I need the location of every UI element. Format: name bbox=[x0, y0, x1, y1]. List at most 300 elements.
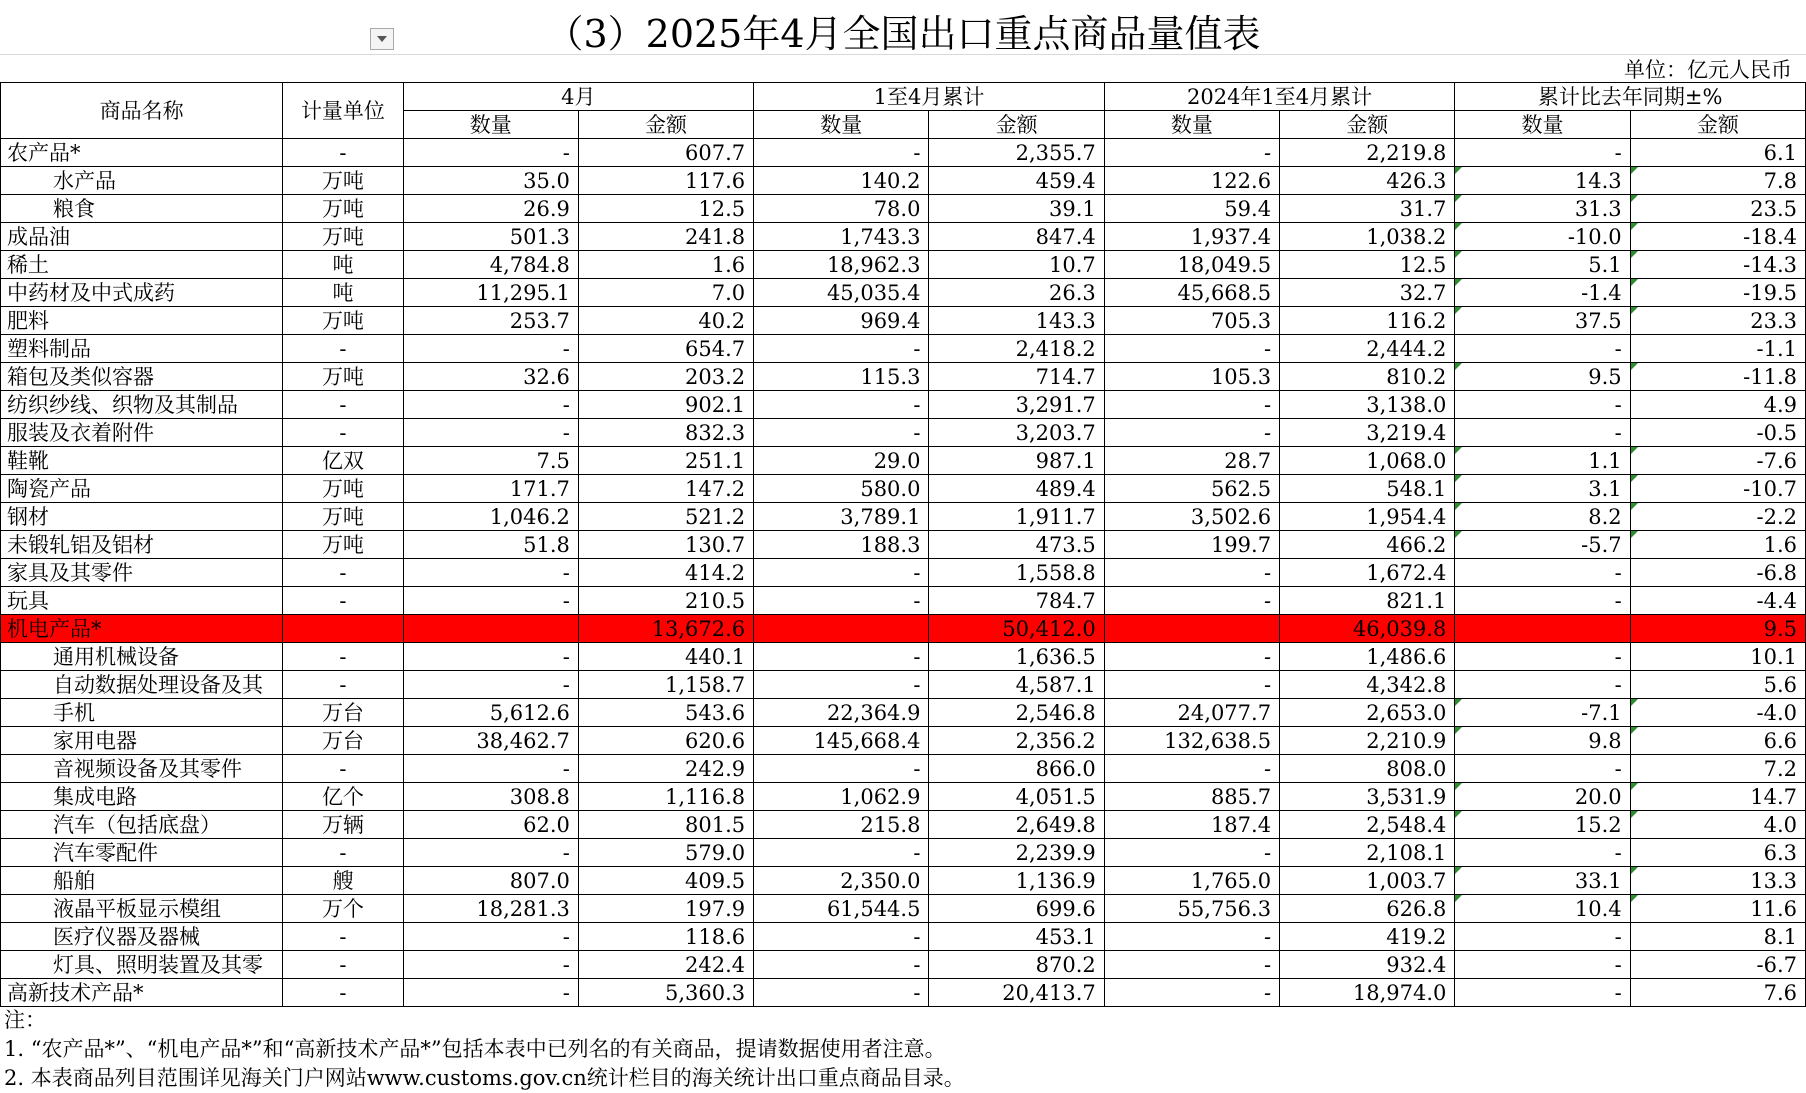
cell-2024-qty[interactable]: - bbox=[1104, 419, 1279, 447]
cell-commodity-name[interactable]: 灯具、照明装置及其零 bbox=[1, 951, 283, 979]
header-amt[interactable]: 金额 bbox=[1630, 111, 1805, 139]
cell-unit[interactable]: - bbox=[283, 755, 403, 783]
cell-yoy-qty[interactable]: 31.3 bbox=[1455, 195, 1630, 223]
cell-2024-qty[interactable]: 132,638.5 bbox=[1104, 727, 1279, 755]
cell-unit[interactable]: 艘 bbox=[283, 867, 403, 895]
cell-commodity-name[interactable]: 音视频设备及其零件 bbox=[1, 755, 283, 783]
header-qty[interactable]: 数量 bbox=[1104, 111, 1279, 139]
cell-cum-amt[interactable]: 866.0 bbox=[929, 755, 1104, 783]
cell-unit[interactable]: 万吨 bbox=[283, 307, 403, 335]
cell-2024-amt[interactable]: 2,444.2 bbox=[1280, 335, 1455, 363]
header-amt[interactable]: 金额 bbox=[929, 111, 1104, 139]
cell-unit[interactable]: - bbox=[283, 643, 403, 671]
cell-april-qty[interactable]: - bbox=[403, 391, 578, 419]
cell-2024-amt[interactable]: 31.7 bbox=[1280, 195, 1455, 223]
cell-april-qty[interactable]: 38,462.7 bbox=[403, 727, 578, 755]
cell-commodity-name[interactable]: 钢材 bbox=[1, 503, 283, 531]
cell-yoy-amt[interactable]: -0.5 bbox=[1630, 419, 1805, 447]
cell-2024-amt[interactable]: 1,038.2 bbox=[1280, 223, 1455, 251]
cell-cum-qty[interactable]: 188.3 bbox=[754, 531, 929, 559]
cell-yoy-qty[interactable]: 10.4 bbox=[1455, 895, 1630, 923]
cell-cum-qty[interactable]: 1,743.3 bbox=[754, 223, 929, 251]
cell-april-qty[interactable]: 35.0 bbox=[403, 167, 578, 195]
header-group-jan-apr[interactable]: 1至4月累计 bbox=[754, 83, 1105, 111]
header-qty[interactable]: 数量 bbox=[754, 111, 929, 139]
cell-cum-amt[interactable]: 453.1 bbox=[929, 923, 1104, 951]
cell-2024-qty[interactable]: - bbox=[1104, 587, 1279, 615]
cell-commodity-name[interactable]: 自动数据处理设备及其 bbox=[1, 671, 283, 699]
cell-commodity-name[interactable]: 汽车（包括底盘） bbox=[1, 811, 283, 839]
cell-cum-amt[interactable]: 714.7 bbox=[929, 363, 1104, 391]
cell-april-amt[interactable]: 1.6 bbox=[578, 251, 753, 279]
cell-2024-qty[interactable]: 122.6 bbox=[1104, 167, 1279, 195]
cell-cum-amt[interactable]: 473.5 bbox=[929, 531, 1104, 559]
cell-cum-amt[interactable]: 2,239.9 bbox=[929, 839, 1104, 867]
cell-commodity-name[interactable]: 鞋靴 bbox=[1, 447, 283, 475]
cell-april-qty[interactable]: 5,612.6 bbox=[403, 699, 578, 727]
cell-unit[interactable]: - bbox=[283, 923, 403, 951]
cell-unit[interactable]: - bbox=[283, 391, 403, 419]
cell-yoy-qty[interactable]: -5.7 bbox=[1455, 531, 1630, 559]
cell-april-qty[interactable]: 51.8 bbox=[403, 531, 578, 559]
cell-yoy-qty[interactable]: 14.3 bbox=[1455, 167, 1630, 195]
cell-april-amt[interactable]: 579.0 bbox=[578, 839, 753, 867]
cell-april-amt[interactable]: 620.6 bbox=[578, 727, 753, 755]
cell-2024-amt[interactable]: 2,219.8 bbox=[1280, 139, 1455, 167]
cell-yoy-qty[interactable]: - bbox=[1455, 923, 1630, 951]
cell-april-amt[interactable]: 414.2 bbox=[578, 559, 753, 587]
cell-april-qty[interactable]: - bbox=[403, 923, 578, 951]
cell-commodity-name[interactable]: 家具及其零件 bbox=[1, 559, 283, 587]
cell-2024-amt[interactable]: 116.2 bbox=[1280, 307, 1455, 335]
cell-unit[interactable]: 吨 bbox=[283, 279, 403, 307]
cell-april-amt[interactable]: 801.5 bbox=[578, 811, 753, 839]
cell-unit[interactable]: - bbox=[283, 839, 403, 867]
cell-april-amt[interactable]: 241.8 bbox=[578, 223, 753, 251]
cell-yoy-qty[interactable]: - bbox=[1455, 559, 1630, 587]
cell-yoy-amt[interactable]: 5.6 bbox=[1630, 671, 1805, 699]
cell-april-qty[interactable]: 62.0 bbox=[403, 811, 578, 839]
cell-april-qty[interactable]: - bbox=[403, 643, 578, 671]
cell-cum-amt[interactable]: 489.4 bbox=[929, 475, 1104, 503]
cell-cum-qty[interactable]: 215.8 bbox=[754, 811, 929, 839]
cell-yoy-amt[interactable]: -2.2 bbox=[1630, 503, 1805, 531]
cell-commodity-name[interactable]: 水产品 bbox=[1, 167, 283, 195]
cell-2024-amt[interactable]: 2,210.9 bbox=[1280, 727, 1455, 755]
cell-2024-amt[interactable]: 426.3 bbox=[1280, 167, 1455, 195]
cell-cum-amt[interactable]: 4,051.5 bbox=[929, 783, 1104, 811]
cell-2024-qty[interactable]: 1,937.4 bbox=[1104, 223, 1279, 251]
cell-commodity-name[interactable]: 稀土 bbox=[1, 251, 283, 279]
cell-yoy-qty[interactable]: - bbox=[1455, 391, 1630, 419]
cell-cum-qty[interactable]: 145,668.4 bbox=[754, 727, 929, 755]
cell-2024-qty[interactable]: 3,502.6 bbox=[1104, 503, 1279, 531]
cell-yoy-amt[interactable]: 8.1 bbox=[1630, 923, 1805, 951]
cell-cum-qty[interactable]: - bbox=[754, 755, 929, 783]
cell-april-qty[interactable]: - bbox=[403, 755, 578, 783]
cell-unit[interactable]: 亿个 bbox=[283, 783, 403, 811]
cell-commodity-name[interactable]: 未锻轧铝及铝材 bbox=[1, 531, 283, 559]
cell-unit[interactable]: 万吨 bbox=[283, 195, 403, 223]
cell-unit[interactable]: - bbox=[283, 559, 403, 587]
cell-unit[interactable]: 万吨 bbox=[283, 475, 403, 503]
cell-yoy-amt[interactable]: 13.3 bbox=[1630, 867, 1805, 895]
cell-commodity-name[interactable]: 玩具 bbox=[1, 587, 283, 615]
cell-yoy-qty[interactable]: 33.1 bbox=[1455, 867, 1630, 895]
cell-unit[interactable]: - bbox=[283, 979, 403, 1007]
cell-cum-qty[interactable]: - bbox=[754, 587, 929, 615]
cell-2024-qty[interactable]: 59.4 bbox=[1104, 195, 1279, 223]
cell-commodity-name[interactable]: 农产品* bbox=[1, 139, 283, 167]
cell-yoy-qty[interactable]: 3.1 bbox=[1455, 475, 1630, 503]
cell-yoy-qty[interactable]: 8.2 bbox=[1455, 503, 1630, 531]
cell-april-amt[interactable]: 12.5 bbox=[578, 195, 753, 223]
cell-unit[interactable]: 万台 bbox=[283, 727, 403, 755]
cell-commodity-name[interactable]: 通用机械设备 bbox=[1, 643, 283, 671]
cell-yoy-amt[interactable]: 14.7 bbox=[1630, 783, 1805, 811]
cell-cum-qty[interactable]: 78.0 bbox=[754, 195, 929, 223]
cell-cum-amt[interactable]: 3,291.7 bbox=[929, 391, 1104, 419]
cell-april-amt[interactable]: 13,672.6 bbox=[578, 615, 753, 643]
cell-april-amt[interactable]: 902.1 bbox=[578, 391, 753, 419]
cell-2024-amt[interactable]: 810.2 bbox=[1280, 363, 1455, 391]
cell-cum-qty[interactable]: 2,350.0 bbox=[754, 867, 929, 895]
cell-april-amt[interactable]: 1,116.8 bbox=[578, 783, 753, 811]
cell-cum-amt[interactable]: 1,636.5 bbox=[929, 643, 1104, 671]
header-group-yoy-change[interactable]: 累计比去年同期±% bbox=[1455, 83, 1806, 111]
cell-unit[interactable]: 亿双 bbox=[283, 447, 403, 475]
cell-2024-qty[interactable]: - bbox=[1104, 615, 1279, 643]
filter-dropdown-button[interactable] bbox=[370, 28, 394, 50]
cell-cum-amt[interactable]: 870.2 bbox=[929, 951, 1104, 979]
cell-commodity-name[interactable]: 箱包及类似容器 bbox=[1, 363, 283, 391]
cell-yoy-qty[interactable]: 15.2 bbox=[1455, 811, 1630, 839]
cell-april-qty[interactable]: - bbox=[403, 335, 578, 363]
cell-april-amt[interactable]: 5,360.3 bbox=[578, 979, 753, 1007]
cell-yoy-qty[interactable]: - bbox=[1455, 979, 1630, 1007]
cell-cum-qty[interactable]: 140.2 bbox=[754, 167, 929, 195]
cell-2024-amt[interactable]: 1,672.4 bbox=[1280, 559, 1455, 587]
cell-april-qty[interactable]: - bbox=[403, 559, 578, 587]
cell-2024-qty[interactable]: 55,756.3 bbox=[1104, 895, 1279, 923]
cell-2024-qty[interactable]: - bbox=[1104, 139, 1279, 167]
cell-2024-qty[interactable]: - bbox=[1104, 951, 1279, 979]
cell-april-amt[interactable]: 832.3 bbox=[578, 419, 753, 447]
cell-cum-qty[interactable]: 969.4 bbox=[754, 307, 929, 335]
cell-april-qty[interactable]: 4,784.8 bbox=[403, 251, 578, 279]
cell-yoy-amt[interactable]: -6.8 bbox=[1630, 559, 1805, 587]
cell-unit[interactable]: 吨 bbox=[283, 251, 403, 279]
cell-cum-qty[interactable]: 580.0 bbox=[754, 475, 929, 503]
cell-cum-qty[interactable]: - bbox=[754, 615, 929, 643]
cell-2024-qty[interactable]: - bbox=[1104, 643, 1279, 671]
cell-yoy-amt[interactable]: 23.5 bbox=[1630, 195, 1805, 223]
cell-april-qty[interactable]: 501.3 bbox=[403, 223, 578, 251]
cell-april-amt[interactable]: 147.2 bbox=[578, 475, 753, 503]
cell-cum-amt[interactable]: 26.3 bbox=[929, 279, 1104, 307]
cell-yoy-qty[interactable]: - bbox=[1455, 419, 1630, 447]
cell-yoy-qty[interactable]: - bbox=[1455, 671, 1630, 699]
cell-commodity-name[interactable]: 服装及衣着附件 bbox=[1, 419, 283, 447]
cell-unit[interactable]: 万个 bbox=[283, 895, 403, 923]
cell-cum-amt[interactable]: 3,203.7 bbox=[929, 419, 1104, 447]
cell-yoy-amt[interactable]: 6.6 bbox=[1630, 727, 1805, 755]
cell-unit[interactable]: - bbox=[283, 615, 403, 643]
cell-yoy-amt[interactable]: 6.1 bbox=[1630, 139, 1805, 167]
cell-2024-qty[interactable]: 28.7 bbox=[1104, 447, 1279, 475]
cell-yoy-amt[interactable]: 4.0 bbox=[1630, 811, 1805, 839]
cell-yoy-qty[interactable]: - bbox=[1455, 335, 1630, 363]
cell-unit[interactable]: 万辆 bbox=[283, 811, 403, 839]
cell-2024-qty[interactable]: - bbox=[1104, 923, 1279, 951]
cell-cum-qty[interactable]: 1,062.9 bbox=[754, 783, 929, 811]
cell-commodity-name[interactable]: 船舶 bbox=[1, 867, 283, 895]
cell-april-amt[interactable]: 543.6 bbox=[578, 699, 753, 727]
cell-cum-qty[interactable]: - bbox=[754, 335, 929, 363]
cell-cum-amt[interactable]: 459.4 bbox=[929, 167, 1104, 195]
cell-commodity-name[interactable]: 肥料 bbox=[1, 307, 283, 335]
cell-yoy-amt[interactable]: 6.3 bbox=[1630, 839, 1805, 867]
cell-cum-amt[interactable]: 2,356.2 bbox=[929, 727, 1104, 755]
cell-april-qty[interactable]: 18,281.3 bbox=[403, 895, 578, 923]
cell-2024-qty[interactable]: - bbox=[1104, 559, 1279, 587]
cell-yoy-amt[interactable]: 1.6 bbox=[1630, 531, 1805, 559]
cell-april-amt[interactable]: 251.1 bbox=[578, 447, 753, 475]
cell-2024-qty[interactable]: - bbox=[1104, 755, 1279, 783]
cell-commodity-name[interactable]: 纺织纱线、织物及其制品 bbox=[1, 391, 283, 419]
cell-yoy-amt[interactable]: -19.5 bbox=[1630, 279, 1805, 307]
cell-yoy-amt[interactable]: -6.7 bbox=[1630, 951, 1805, 979]
cell-2024-amt[interactable]: 3,219.4 bbox=[1280, 419, 1455, 447]
cell-yoy-qty[interactable]: -1.4 bbox=[1455, 279, 1630, 307]
cell-cum-qty[interactable]: 22,364.9 bbox=[754, 699, 929, 727]
cell-2024-amt[interactable]: 1,003.7 bbox=[1280, 867, 1455, 895]
cell-commodity-name[interactable]: 手机 bbox=[1, 699, 283, 727]
cell-cum-qty[interactable]: 115.3 bbox=[754, 363, 929, 391]
cell-cum-amt[interactable]: 10.7 bbox=[929, 251, 1104, 279]
cell-cum-amt[interactable]: 699.6 bbox=[929, 895, 1104, 923]
cell-april-qty[interactable]: 171.7 bbox=[403, 475, 578, 503]
cell-2024-amt[interactable]: 932.4 bbox=[1280, 951, 1455, 979]
cell-unit[interactable]: - bbox=[283, 139, 403, 167]
cell-cum-qty[interactable]: 3,789.1 bbox=[754, 503, 929, 531]
cell-commodity-name[interactable]: 机电产品* bbox=[1, 615, 283, 643]
cell-cum-qty[interactable]: 18,962.3 bbox=[754, 251, 929, 279]
cell-april-qty[interactable]: 11,295.1 bbox=[403, 279, 578, 307]
cell-yoy-amt[interactable]: 9.5 bbox=[1630, 615, 1805, 643]
cell-yoy-qty[interactable]: - bbox=[1455, 139, 1630, 167]
cell-2024-amt[interactable]: 12.5 bbox=[1280, 251, 1455, 279]
cell-yoy-qty[interactable]: 20.0 bbox=[1455, 783, 1630, 811]
cell-cum-amt[interactable]: 1,136.9 bbox=[929, 867, 1104, 895]
cell-april-qty[interactable]: 26.9 bbox=[403, 195, 578, 223]
cell-cum-qty[interactable]: - bbox=[754, 139, 929, 167]
cell-cum-amt[interactable]: 2,546.8 bbox=[929, 699, 1104, 727]
cell-cum-amt[interactable]: 784.7 bbox=[929, 587, 1104, 615]
header-qty[interactable]: 数量 bbox=[1455, 111, 1630, 139]
cell-april-amt[interactable]: 607.7 bbox=[578, 139, 753, 167]
cell-2024-qty[interactable]: - bbox=[1104, 391, 1279, 419]
cell-2024-amt[interactable]: 466.2 bbox=[1280, 531, 1455, 559]
cell-april-amt[interactable]: 1,158.7 bbox=[578, 671, 753, 699]
cell-commodity-name[interactable]: 汽车零配件 bbox=[1, 839, 283, 867]
cell-cum-qty[interactable]: - bbox=[754, 979, 929, 1007]
cell-commodity-name[interactable]: 医疗仪器及器械 bbox=[1, 923, 283, 951]
cell-cum-qty[interactable]: - bbox=[754, 951, 929, 979]
cell-2024-amt[interactable]: 1,068.0 bbox=[1280, 447, 1455, 475]
cell-april-qty[interactable]: - bbox=[403, 839, 578, 867]
cell-unit[interactable]: - bbox=[283, 951, 403, 979]
cell-cum-amt[interactable]: 39.1 bbox=[929, 195, 1104, 223]
cell-2024-qty[interactable]: - bbox=[1104, 335, 1279, 363]
header-qty[interactable]: 数量 bbox=[403, 111, 578, 139]
cell-yoy-amt[interactable]: 7.6 bbox=[1630, 979, 1805, 1007]
cell-commodity-name[interactable]: 粮食 bbox=[1, 195, 283, 223]
cell-april-amt[interactable]: 197.9 bbox=[578, 895, 753, 923]
cell-april-qty[interactable]: - bbox=[403, 951, 578, 979]
cell-commodity-name[interactable]: 塑料制品 bbox=[1, 335, 283, 363]
cell-april-amt[interactable]: 7.0 bbox=[578, 279, 753, 307]
cell-2024-qty[interactable]: 105.3 bbox=[1104, 363, 1279, 391]
cell-april-amt[interactable]: 203.2 bbox=[578, 363, 753, 391]
cell-cum-qty[interactable]: - bbox=[754, 923, 929, 951]
cell-2024-amt[interactable]: 3,138.0 bbox=[1280, 391, 1455, 419]
cell-cum-qty[interactable]: - bbox=[754, 839, 929, 867]
cell-april-amt[interactable]: 521.2 bbox=[578, 503, 753, 531]
cell-april-amt[interactable]: 409.5 bbox=[578, 867, 753, 895]
cell-april-amt[interactable]: 440.1 bbox=[578, 643, 753, 671]
cell-yoy-amt[interactable]: 11.6 bbox=[1630, 895, 1805, 923]
cell-april-qty[interactable]: - bbox=[403, 615, 578, 643]
cell-april-qty[interactable]: - bbox=[403, 587, 578, 615]
cell-unit[interactable]: 万吨 bbox=[283, 363, 403, 391]
cell-yoy-amt[interactable]: -7.6 bbox=[1630, 447, 1805, 475]
cell-commodity-name[interactable]: 中药材及中式成药 bbox=[1, 279, 283, 307]
cell-2024-amt[interactable]: 1,954.4 bbox=[1280, 503, 1455, 531]
cell-yoy-qty[interactable]: 1.1 bbox=[1455, 447, 1630, 475]
cell-april-qty[interactable]: 7.5 bbox=[403, 447, 578, 475]
cell-unit[interactable]: - bbox=[283, 587, 403, 615]
cell-april-amt[interactable]: 117.6 bbox=[578, 167, 753, 195]
cell-2024-amt[interactable]: 2,548.4 bbox=[1280, 811, 1455, 839]
cell-cum-amt[interactable]: 143.3 bbox=[929, 307, 1104, 335]
cell-april-qty[interactable]: 308.8 bbox=[403, 783, 578, 811]
cell-yoy-qty[interactable]: -7.1 bbox=[1455, 699, 1630, 727]
cell-2024-qty[interactable]: 562.5 bbox=[1104, 475, 1279, 503]
cell-cum-qty[interactable]: - bbox=[754, 419, 929, 447]
cell-yoy-amt[interactable]: -10.7 bbox=[1630, 475, 1805, 503]
cell-2024-qty[interactable]: 705.3 bbox=[1104, 307, 1279, 335]
cell-2024-amt[interactable]: 2,108.1 bbox=[1280, 839, 1455, 867]
cell-unit[interactable]: 万吨 bbox=[283, 531, 403, 559]
cell-yoy-qty[interactable]: - bbox=[1455, 755, 1630, 783]
header-unit[interactable]: 计量单位 bbox=[283, 83, 403, 139]
cell-april-amt[interactable]: 210.5 bbox=[578, 587, 753, 615]
cell-yoy-qty[interactable]: - bbox=[1455, 615, 1630, 643]
cell-2024-qty[interactable]: - bbox=[1104, 671, 1279, 699]
cell-april-qty[interactable]: - bbox=[403, 979, 578, 1007]
cell-commodity-name[interactable]: 家用电器 bbox=[1, 727, 283, 755]
cell-cum-amt[interactable]: 20,413.7 bbox=[929, 979, 1104, 1007]
cell-april-qty[interactable]: 1,046.2 bbox=[403, 503, 578, 531]
cell-2024-amt[interactable]: 419.2 bbox=[1280, 923, 1455, 951]
cell-cum-amt[interactable]: 847.4 bbox=[929, 223, 1104, 251]
cell-april-amt[interactable]: 654.7 bbox=[578, 335, 753, 363]
cell-cum-qty[interactable]: - bbox=[754, 643, 929, 671]
cell-april-amt[interactable]: 242.9 bbox=[578, 755, 753, 783]
header-group-2024-jan-apr[interactable]: 2024年1至4月累计 bbox=[1104, 83, 1455, 111]
cell-yoy-amt[interactable]: -18.4 bbox=[1630, 223, 1805, 251]
cell-2024-amt[interactable]: 626.8 bbox=[1280, 895, 1455, 923]
cell-cum-amt[interactable]: 4,587.1 bbox=[929, 671, 1104, 699]
cell-2024-amt[interactable]: 46,039.8 bbox=[1280, 615, 1455, 643]
cell-2024-qty[interactable]: 45,668.5 bbox=[1104, 279, 1279, 307]
cell-yoy-amt[interactable]: -11.8 bbox=[1630, 363, 1805, 391]
cell-unit[interactable]: 万台 bbox=[283, 699, 403, 727]
cell-april-qty[interactable]: - bbox=[403, 419, 578, 447]
cell-cum-amt[interactable]: 2,355.7 bbox=[929, 139, 1104, 167]
cell-yoy-qty[interactable]: - bbox=[1455, 643, 1630, 671]
cell-april-amt[interactable]: 130.7 bbox=[578, 531, 753, 559]
cell-yoy-amt[interactable]: -4.0 bbox=[1630, 699, 1805, 727]
cell-april-amt[interactable]: 242.4 bbox=[578, 951, 753, 979]
cell-yoy-amt[interactable]: 7.8 bbox=[1630, 167, 1805, 195]
cell-commodity-name[interactable]: 集成电路 bbox=[1, 783, 283, 811]
cell-2024-qty[interactable]: 885.7 bbox=[1104, 783, 1279, 811]
cell-april-amt[interactable]: 118.6 bbox=[578, 923, 753, 951]
cell-2024-amt[interactable]: 548.1 bbox=[1280, 475, 1455, 503]
cell-cum-qty[interactable]: - bbox=[754, 671, 929, 699]
header-amt[interactable]: 金额 bbox=[578, 111, 753, 139]
cell-cum-amt[interactable]: 50,412.0 bbox=[929, 615, 1104, 643]
cell-yoy-qty[interactable]: - bbox=[1455, 587, 1630, 615]
cell-2024-amt[interactable]: 1,486.6 bbox=[1280, 643, 1455, 671]
cell-yoy-amt[interactable]: 10.1 bbox=[1630, 643, 1805, 671]
cell-2024-amt[interactable]: 18,974.0 bbox=[1280, 979, 1455, 1007]
cell-yoy-qty[interactable]: - bbox=[1455, 839, 1630, 867]
header-commodity-name[interactable]: 商品名称 bbox=[1, 83, 283, 139]
cell-2024-amt[interactable]: 2,653.0 bbox=[1280, 699, 1455, 727]
cell-unit[interactable]: 万吨 bbox=[283, 167, 403, 195]
cell-commodity-name[interactable]: 陶瓷产品 bbox=[1, 475, 283, 503]
cell-april-qty[interactable]: 253.7 bbox=[403, 307, 578, 335]
cell-commodity-name[interactable]: 高新技术产品* bbox=[1, 979, 283, 1007]
cell-unit[interactable]: - bbox=[283, 419, 403, 447]
cell-april-amt[interactable]: 40.2 bbox=[578, 307, 753, 335]
cell-unit[interactable]: - bbox=[283, 335, 403, 363]
cell-yoy-qty[interactable]: -10.0 bbox=[1455, 223, 1630, 251]
cell-cum-qty[interactable]: 61,544.5 bbox=[754, 895, 929, 923]
cell-2024-qty[interactable]: 24,077.7 bbox=[1104, 699, 1279, 727]
cell-april-qty[interactable]: - bbox=[403, 139, 578, 167]
cell-2024-qty[interactable]: 18,049.5 bbox=[1104, 251, 1279, 279]
cell-yoy-qty[interactable]: 9.8 bbox=[1455, 727, 1630, 755]
cell-yoy-amt[interactable]: 23.3 bbox=[1630, 307, 1805, 335]
cell-cum-qty[interactable]: - bbox=[754, 559, 929, 587]
cell-yoy-amt[interactable]: 4.9 bbox=[1630, 391, 1805, 419]
cell-cum-amt[interactable]: 2,649.8 bbox=[929, 811, 1104, 839]
cell-yoy-qty[interactable]: 37.5 bbox=[1455, 307, 1630, 335]
cell-yoy-amt[interactable]: -1.1 bbox=[1630, 335, 1805, 363]
cell-cum-amt[interactable]: 987.1 bbox=[929, 447, 1104, 475]
cell-2024-qty[interactable]: 199.7 bbox=[1104, 531, 1279, 559]
cell-yoy-amt[interactable]: -14.3 bbox=[1630, 251, 1805, 279]
cell-2024-qty[interactable]: - bbox=[1104, 979, 1279, 1007]
cell-cum-amt[interactable]: 1,911.7 bbox=[929, 503, 1104, 531]
cell-unit[interactable]: 万吨 bbox=[283, 223, 403, 251]
cell-commodity-name[interactable]: 成品油 bbox=[1, 223, 283, 251]
cell-cum-amt[interactable]: 1,558.8 bbox=[929, 559, 1104, 587]
